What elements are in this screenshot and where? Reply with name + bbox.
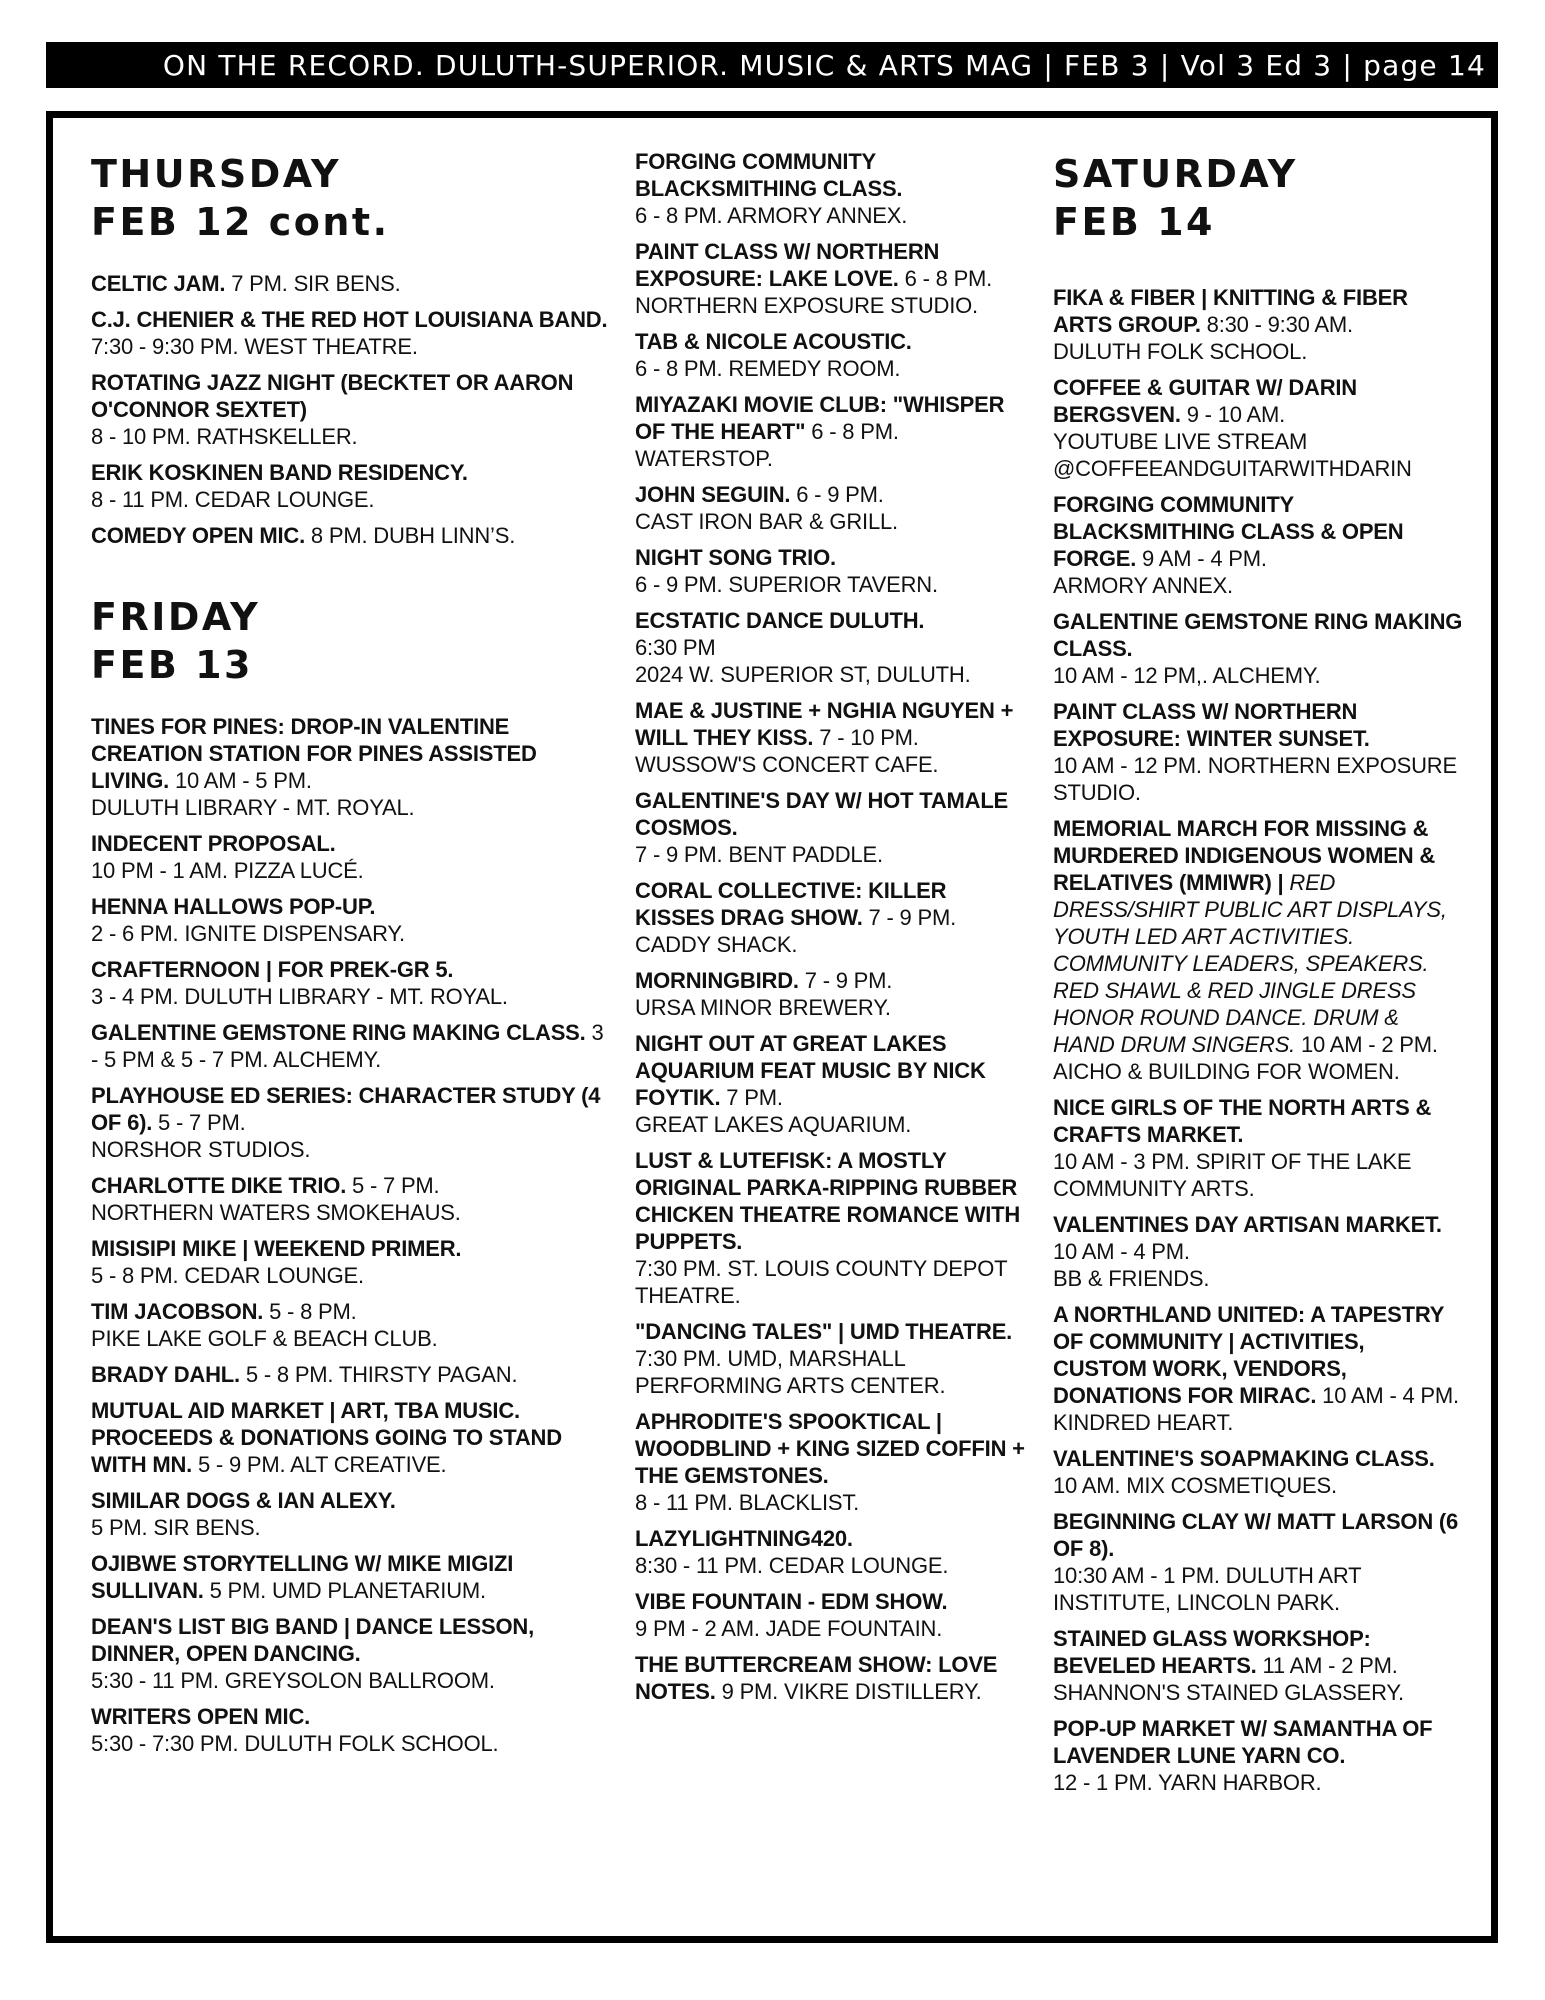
event-time-venue: 5 - 8 PM. THIRSTY PAGAN. <box>239 1362 518 1387</box>
event-item <box>635 1030 1025 1138</box>
event-item <box>91 893 611 947</box>
event-item <box>635 1525 1025 1579</box>
event-title: OJIBWE STORYTELLING W/ MIKE MIGIZI SULLIVAN. <box>91 1551 514 1603</box>
event-item <box>635 1318 1025 1399</box>
event-title: FORGING COMMUNITY BLACKSMITHING CLASS. <box>635 149 903 201</box>
event-item <box>635 1651 1025 1705</box>
event-title: GALENTINE GEMSTONE RING MAKING CLASS. <box>1053 609 1463 661</box>
event-venue: NORTHERN WATERS SMOKEHAUS. <box>91 1200 461 1225</box>
event-item <box>1053 1301 1463 1436</box>
event-time-venue: 6 - 9 PM. SUPERIOR TAVERN. <box>635 572 938 597</box>
event-item <box>1053 1625 1463 1706</box>
event-item <box>1053 698 1463 806</box>
event-title: MAE & JUSTINE + NGHIA NGUYEN + WILL THEY KISS. <box>635 698 1014 750</box>
event-time-venue: 8 - 10 PM. RATHSKELLER. <box>91 424 358 449</box>
event-time-venue: 7:30 PM. ST. LOUIS COUNTY DEPOT THEATRE. <box>635 1256 1007 1308</box>
event-time-venue: 7:30 PM. UMD, MARSHALL PERFORMING ARTS CENTER. <box>635 1346 946 1398</box>
event-title: HENNA HALLOWS POP-UP. <box>91 894 376 919</box>
day-date: FEB 12 cont. <box>91 200 390 244</box>
day-heading-friday <box>91 593 611 689</box>
event-title: WRITERS OPEN MIC. <box>91 1704 311 1729</box>
event-title: ECSTATIC DANCE DULUTH. <box>635 608 925 633</box>
event-time-venue: 9 PM. VIKRE DISTILLERY. <box>715 1679 982 1704</box>
event-item <box>91 1613 611 1694</box>
event-venue: DULUTH LIBRARY - MT. ROYAL. <box>91 795 415 820</box>
event-item <box>91 1235 611 1289</box>
event-item <box>91 1550 611 1604</box>
event-item <box>635 238 1025 319</box>
event-venue: GREAT LAKES AQUARIUM. <box>635 1112 912 1137</box>
event-title: MUTUAL AID MARKET | ART, TBA MUSIC. PROCEEDS & DONATIONS GOING TO STAND WITH MN. <box>91 1398 562 1477</box>
event-item <box>91 1298 611 1352</box>
event-time-venue: 6 - 9 PM. <box>790 482 884 507</box>
day-date: FEB 14 <box>1053 200 1215 244</box>
event-time-venue: 10 AM - 4 PM. <box>1316 1383 1459 1408</box>
event-venue: URSA MINOR BREWERY. <box>635 995 891 1020</box>
event-title: ERIK KOSKINEN BAND RESIDENCY. <box>91 460 468 485</box>
event-title: CELTIC JAM. <box>91 271 226 296</box>
event-item <box>1053 1445 1463 1499</box>
event-item <box>91 459 611 513</box>
event-time-venue: 8:30 - 11 PM. CEDAR LOUNGE. <box>635 1553 949 1578</box>
event-venue: BB & FRIENDS. <box>1053 1266 1210 1291</box>
event-title: PAINT CLASS W/ NORTHERN EXPOSURE: LAKE LOVE. <box>635 239 940 291</box>
event-item <box>91 522 611 549</box>
event-item <box>1053 815 1463 1085</box>
event-time-venue: 7 - 10 PM. <box>813 725 919 750</box>
event-time-venue: 7 PM. <box>720 1085 783 1110</box>
event-time-venue: 6 - 8 PM. ARMORY ANNEX. <box>635 203 908 228</box>
event-item <box>635 1588 1025 1642</box>
event-time-venue: 10 AM - 12 PM. NORTHERN EXPOSURE STUDIO. <box>1053 753 1457 805</box>
event-title: FORGING COMMUNITY BLACKSMITHING CLASS & OPEN FORGE. <box>1053 492 1404 571</box>
event-title: BEGINNING CLAY W/ MATT LARSON (6 OF 8). <box>1053 1509 1459 1561</box>
event-time-venue: 8 PM. DUBH LINN’S. <box>304 523 516 548</box>
event-title: MIYAZAKI MOVIE CLUB: "WHISPER OF THE HEART" <box>635 392 1005 444</box>
event-time-venue: 8 - 11 PM. BLACKLIST. <box>635 1490 860 1515</box>
event-item <box>635 544 1025 598</box>
day-name: THURSDAY <box>91 152 342 196</box>
event-time-venue: 7:30 - 9:30 PM. WEST THEATRE. <box>91 334 418 359</box>
event-title: NIGHT SONG TRIO. <box>635 545 836 570</box>
event-item <box>635 391 1025 472</box>
event-time-venue: 10:30 AM - 1 PM. DULUTH ART INSTITUTE, LINCOLN PARK. <box>1053 1563 1362 1615</box>
event-venue: CAST IRON BAR & GRILL. <box>635 509 898 534</box>
event-time-venue: 9 - 10 AM. <box>1180 402 1285 427</box>
event-title: THE BUTTERCREAM SHOW: LOVE NOTES. <box>635 1652 998 1704</box>
column-saturday <box>1053 150 1463 1805</box>
event-title: COMEDY OPEN MIC. <box>91 523 305 548</box>
event-venue: PIKE LAKE GOLF & BEACH CLUB. <box>91 1326 438 1351</box>
event-title: TIM JACOBSON. <box>91 1299 264 1324</box>
event-time-venue: 10 AM - 2 PM. <box>1295 1032 1438 1057</box>
event-title: MEMORIAL MARCH FOR MISSING & MURDERED INDIGENOUS WOMEN & RELATIVES (MMIWR) | <box>1053 816 1436 895</box>
event-title: TAB & NICOLE ACOUSTIC. <box>635 329 912 354</box>
event-item <box>1053 1715 1463 1796</box>
event-item <box>635 1408 1025 1516</box>
day-heading-saturday <box>1053 150 1463 246</box>
event-title: CORAL COLLECTIVE: KILLER KISSES DRAG SHOW. <box>635 878 947 930</box>
event-time-venue: 9 PM - 2 AM. JADE FOUNTAIN. <box>635 1616 943 1641</box>
event-time-venue: 10 AM - 3 PM. SPIRIT OF THE LAKE COMMUNITY ARTS. <box>1053 1149 1412 1201</box>
event-item <box>1053 374 1463 482</box>
event-item <box>635 607 1025 688</box>
event-item <box>91 1082 611 1163</box>
event-item <box>91 1487 611 1541</box>
event-title: FIKA & FIBER | KNITTING & FIBER ARTS GROUP. <box>1053 285 1408 337</box>
event-time-venue: 10 AM - 12 PM,. ALCHEMY. <box>1053 663 1321 688</box>
event-item <box>1053 1211 1463 1292</box>
event-title: VALENTINE'S SOAPMAKING CLASS. <box>1053 1446 1435 1471</box>
event-item <box>635 787 1025 868</box>
event-time-venue: 5 PM. SIR BENS. <box>91 1515 261 1540</box>
event-title: A NORTHLAND UNITED: A TAPESTRY OF COMMUNITY | ACTIVITIES, CUSTOM WORK, VENDORS, DONATIONS FOR MIRAC. <box>1053 1302 1444 1408</box>
event-time-venue: 6 - 8 PM. WATERSTOP. <box>635 419 899 471</box>
event-time-venue: 2 - 6 PM. IGNITE DISPENSARY. <box>91 921 405 946</box>
event-time-venue: 6 - 8 PM. <box>898 266 993 291</box>
day-heading-thursday <box>91 150 611 246</box>
event-title: LAZYLIGHTNING420. <box>635 1526 853 1551</box>
event-time-venue: 12 - 1 PM. YARN HARBOR. <box>1053 1770 1322 1795</box>
event-item <box>635 877 1025 958</box>
event-item <box>91 1361 611 1388</box>
event-time-venue: 5 PM. UMD PLANETARIUM. <box>203 1578 486 1603</box>
column-thursday-friday <box>91 150 611 1766</box>
event-venue: CADDY SHACK. <box>635 932 798 957</box>
event-item <box>1053 608 1463 689</box>
event-time-venue: 6 - 8 PM. REMEDY ROOM. <box>635 356 901 381</box>
event-time-venue: 5:30 - 11 PM. GREYSOLON BALLROOM. <box>91 1668 495 1693</box>
event-time-venue: 10 AM - 4 PM. <box>1053 1239 1190 1264</box>
event-description: RED DRESS/SHIRT PUBLIC ART DISPLAYS, YOUTH LED ART ACTIVITIES. COMMUNITY LEADERS, SPEAKERS. RED SHAWL & RED JINGLE DRESS HONOR ROUND DANCE. DRUM & HAND DRUM SINGERS. <box>1053 870 1447 1057</box>
event-item <box>635 967 1025 1021</box>
event-time-venue: 5 - 8 PM. CEDAR LOUNGE. <box>91 1263 364 1288</box>
event-time-venue: 5 - 7 PM. <box>346 1173 440 1198</box>
event-item <box>91 369 611 450</box>
event-time-venue: 8:30 - 9:30 AM. <box>1200 312 1353 337</box>
event-venue-extra: @COFFEEANDGUITARWITHDARIN <box>1053 456 1412 481</box>
event-item <box>91 956 611 1010</box>
event-title: MISISIPI MIKE | WEEKEND PRIMER. <box>91 1236 462 1261</box>
event-venue: ARMORY ANNEX. <box>1053 573 1233 598</box>
event-title: ROTATING JAZZ NIGHT (BECKTET OR AARON O'CONNOR SEXTET) <box>91 370 574 422</box>
event-time-venue: 5:30 - 7:30 PM. DULUTH FOLK SCHOOL. <box>91 1731 499 1756</box>
event-item <box>1053 1094 1463 1202</box>
event-item <box>91 830 611 884</box>
event-item <box>635 481 1025 535</box>
event-time-venue: 7 - 9 PM. BENT PADDLE. <box>635 842 883 867</box>
event-venue: WUSSOW'S CONCERT CAFE. <box>635 752 939 777</box>
event-title: GALENTINE'S DAY W/ HOT TAMALE COSMOS. <box>635 788 1009 840</box>
event-venue: AICHO & BUILDING FOR WOMEN. <box>1053 1059 1400 1084</box>
event-title: VIBE FOUNTAIN - EDM SHOW. <box>635 1589 948 1614</box>
event-item <box>1053 284 1463 365</box>
event-time-venue: 7 PM. SIR BENS. <box>225 271 401 296</box>
event-item <box>1053 1508 1463 1616</box>
event-item <box>91 1397 611 1478</box>
event-title: TINES FOR PINES: DROP-IN VALENTINE CREATION STATION FOR PINES ASSISTED LIVING. <box>91 714 537 793</box>
event-time-venue: 5 - 9 PM. ALT CREATIVE. <box>192 1452 447 1477</box>
event-venue: 2024 W. SUPERIOR ST, DULUTH. <box>635 662 971 687</box>
event-list-saturday <box>1053 284 1463 1796</box>
event-venue: NORTHERN EXPOSURE STUDIO. <box>635 293 978 318</box>
event-time-venue: 3 - 5 PM & 5 - 7 PM. ALCHEMY. <box>91 1020 604 1072</box>
event-title: NIGHT OUT AT GREAT LAKES AQUARIUM FEAT MUSIC BY NICK FOYTIK. <box>635 1031 986 1110</box>
event-title: JOHN SEGUIN. <box>635 482 791 507</box>
event-title: CHARLOTTE DIKE TRIO. <box>91 1173 347 1198</box>
event-item <box>1053 491 1463 599</box>
event-time-venue: 11 AM - 2 PM. <box>1256 1653 1398 1678</box>
event-title: POP-UP MARKET W/ SAMANTHA OF LAVENDER LUNE YARN CO. <box>1053 1716 1433 1768</box>
event-item <box>91 306 611 360</box>
event-item <box>635 697 1025 778</box>
listings-frame <box>46 111 1498 1943</box>
event-list-friday <box>91 713 611 1757</box>
event-time-venue: 10 PM - 1 AM. PIZZA LUCÉ. <box>91 858 364 883</box>
event-title: GALENTINE GEMSTONE RING MAKING CLASS. <box>91 1020 586 1045</box>
event-title: LUST & LUTEFISK: A MOSTLY ORIGINAL PARKA-RIPPING RUBBER CHICKEN THEATRE ROMANCE WITH PUPPETS. <box>635 1148 1021 1254</box>
event-time-venue: 5 - 8 PM. <box>263 1299 357 1324</box>
day-name: FRIDAY <box>91 595 261 639</box>
event-time-venue: 5 - 7 PM. <box>152 1110 246 1135</box>
event-venue: DULUTH FOLK SCHOOL. <box>1053 339 1308 364</box>
event-time-venue: 7 - 9 PM. <box>862 905 956 930</box>
event-title: COFFEE & GUITAR W/ DARIN BERGSVEN. <box>1053 375 1357 427</box>
event-title: STAINED GLASS WORKSHOP: BEVELED HEARTS. <box>1053 1626 1371 1678</box>
event-title: VALENTINES DAY ARTISAN MARKET. <box>1053 1212 1442 1237</box>
event-venue: SHANNON'S STAINED GLASSERY. <box>1053 1680 1404 1705</box>
event-time-venue: 7 - 9 PM. <box>798 968 893 993</box>
day-date: FEB 13 <box>91 643 253 687</box>
event-venue: KINDRED HEART. <box>1053 1410 1234 1435</box>
event-item <box>91 1703 611 1757</box>
event-time-venue: 8 - 11 PM. CEDAR LOUNGE. <box>91 487 375 512</box>
event-title: PLAYHOUSE ED SERIES: CHARACTER STUDY (4 OF 6). <box>91 1083 601 1135</box>
event-venue: YOUTUBE LIVE STREAM <box>1053 429 1308 454</box>
event-item <box>635 1147 1025 1309</box>
event-title: INDECENT PROPOSAL. <box>91 831 336 856</box>
event-time-venue: 6:30 PM <box>635 635 716 660</box>
event-title: SIMILAR DOGS & IAN ALEXY. <box>91 1488 396 1513</box>
event-title: CRAFTERNOON | FOR PREK-GR 5. <box>91 957 454 982</box>
event-venue: NORSHOR STUDIOS. <box>91 1137 311 1162</box>
event-title: PAINT CLASS W/ NORTHERN EXPOSURE: WINTER SUNSET. <box>1053 699 1370 751</box>
event-time-venue: 9 AM - 4 PM. <box>1136 546 1267 571</box>
event-title: DEAN'S LIST BIG BAND | DANCE LESSON, DINNER, OPEN DANCING. <box>91 1614 534 1666</box>
page-header: ON THE RECORD. DULUTH-SUPERIOR. MUSIC & ARTS MAG | FEB 3 | Vol 3 Ed 3 | page 14 <box>46 42 1498 88</box>
event-list-friday-continued <box>635 148 1025 1705</box>
event-item <box>635 148 1025 229</box>
event-time-venue: 3 - 4 PM. DULUTH LIBRARY - MT. ROYAL. <box>91 984 508 1009</box>
event-title: NICE GIRLS OF THE NORTH ARTS & CRAFTS MARKET. <box>1053 1095 1432 1147</box>
event-time-venue: 10 AM. MIX COSMETIQUES. <box>1053 1473 1337 1498</box>
event-title: BRADY DAHL. <box>91 1362 240 1387</box>
event-list-thursday <box>91 270 611 549</box>
event-title: APHRODITE'S SPOOKTICAL | WOODBLIND + KING SIZED COFFIN + THE GEMSTONES. <box>635 1409 1025 1488</box>
event-time-venue: 10 AM - 5 PM. <box>169 768 312 793</box>
column-friday-continued <box>635 148 1025 1714</box>
event-item <box>91 1019 611 1073</box>
event-title: "DANCING TALES" | UMD THEATRE. <box>635 1319 1013 1344</box>
event-item <box>91 1172 611 1226</box>
event-item <box>635 328 1025 382</box>
event-item <box>91 270 611 297</box>
event-title: C.J. CHENIER & THE RED HOT LOUISIANA BAND. <box>91 307 608 332</box>
event-title: MORNINGBIRD. <box>635 968 799 993</box>
event-item <box>91 713 611 821</box>
day-name: SATURDAY <box>1053 152 1298 196</box>
